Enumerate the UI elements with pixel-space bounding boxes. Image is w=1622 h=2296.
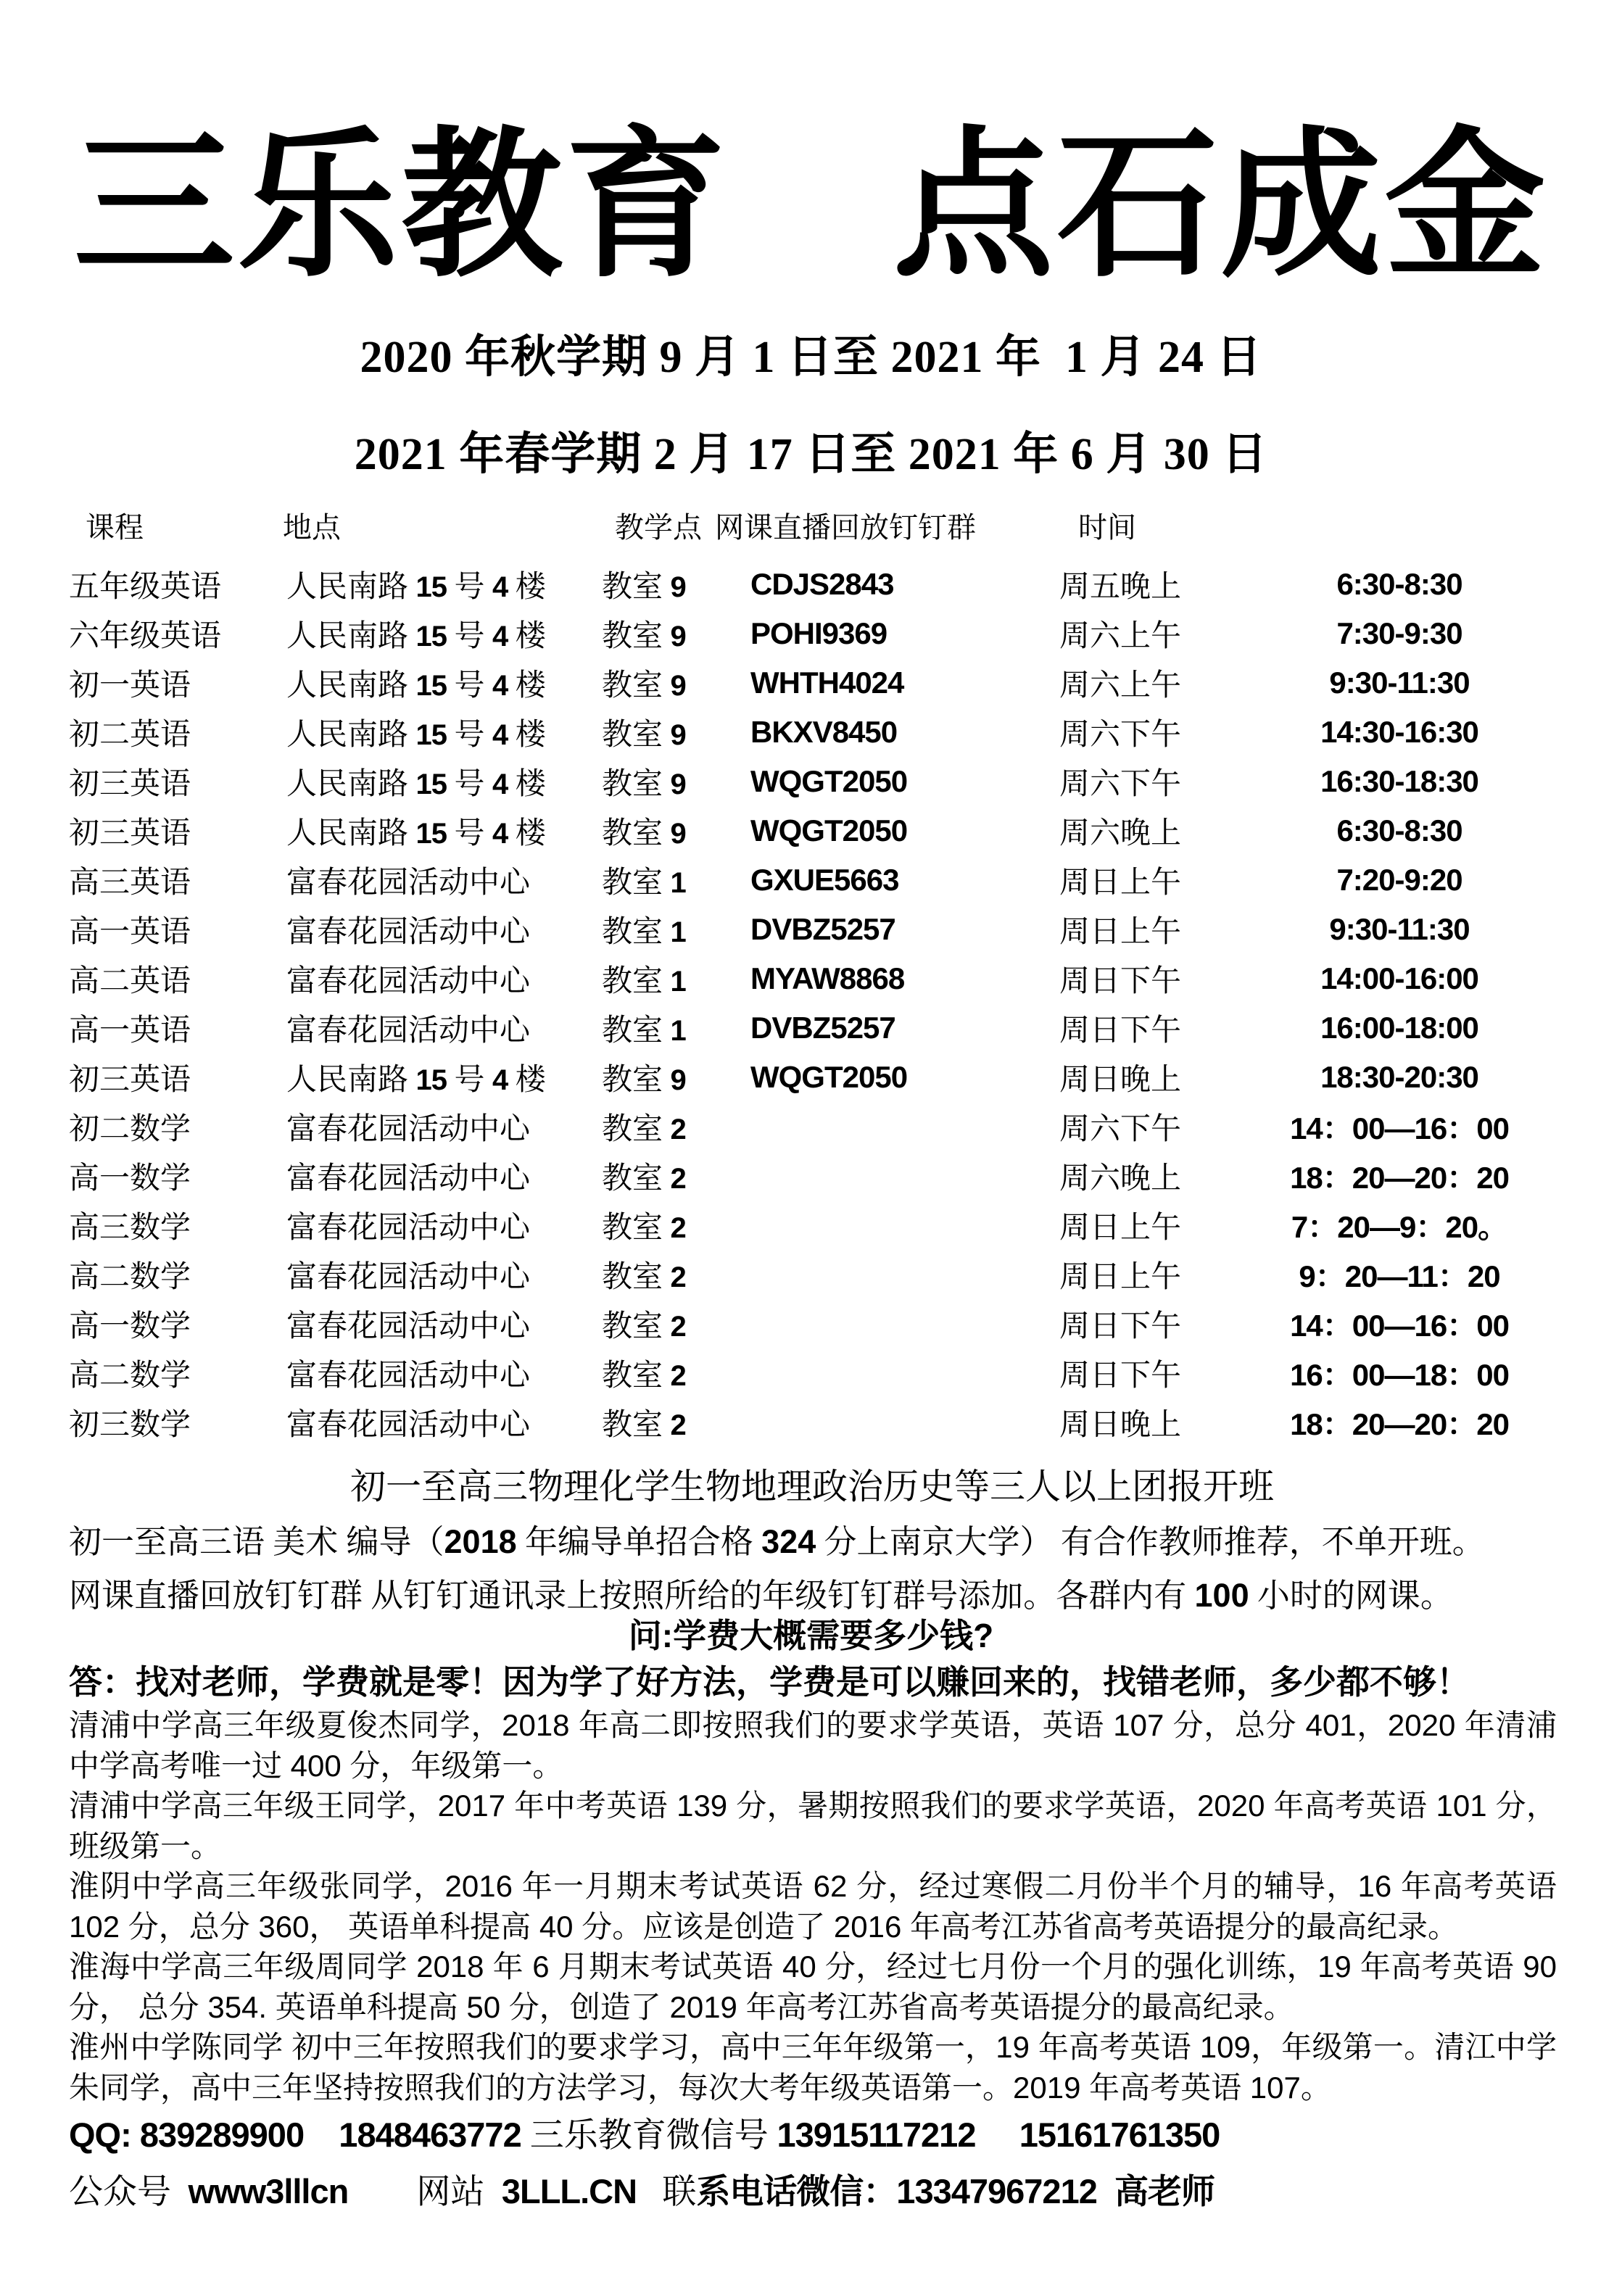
text-segment: 2 xyxy=(670,1261,686,1293)
text-segment: 2 xyxy=(670,1114,686,1145)
text-segment: 9 xyxy=(670,719,686,751)
text-segment: 9 xyxy=(670,818,686,850)
text-segment: 教室 xyxy=(602,1310,671,1343)
classroom-cell xyxy=(602,1154,750,1198)
course-cell: 五年级英语 xyxy=(69,571,222,604)
text-segment: 网站 xyxy=(348,2173,502,2211)
table-row xyxy=(69,1102,1553,1151)
text-segment: 联 xyxy=(637,2173,697,2211)
day-cell: 周五晚上 xyxy=(1059,571,1182,604)
text-segment: 富春花园活动中心 xyxy=(286,916,531,949)
text-segment: 2 xyxy=(670,1212,686,1244)
tuition-question: 问:学费大概需要多少钱? xyxy=(628,1617,994,1654)
classroom-cell xyxy=(602,661,750,705)
table-row xyxy=(69,1299,1553,1348)
text-segment: 楼 xyxy=(508,718,546,752)
time-cell: 18:30-20:30 xyxy=(1320,1060,1478,1094)
text-segment: 15 xyxy=(415,1064,447,1096)
course-cell: 高二数学 xyxy=(69,1261,191,1294)
classroom-cell xyxy=(602,858,750,902)
testimonial-paragraph: 清浦中学高三年级夏俊杰同学，2018 年高二即按照我们的要求学英语，英语 107 分，总分 401，2020 年清浦中学高考唯一过 400 分，年级第一。 xyxy=(69,1708,1557,1783)
time-cell: 14：00—16：00 xyxy=(1290,1111,1509,1145)
course-cell: 高一数学 xyxy=(69,1310,191,1343)
col-header-classroom: 教学点 xyxy=(615,511,702,544)
day-cell: 周六下午 xyxy=(1059,768,1182,801)
course-cell: 初三英语 xyxy=(69,1064,191,1097)
text-segment: 2 xyxy=(670,1311,686,1343)
text-segment: 9 xyxy=(670,768,686,800)
time-cell: 18：20—20：20 xyxy=(1290,1161,1509,1195)
text-segment: 2 xyxy=(670,1360,686,1392)
text-segment: 富春花园活动中心 xyxy=(286,1310,531,1343)
contact-footer-line xyxy=(69,2165,1215,2213)
group-code-cell: WHTH4024 xyxy=(750,666,904,700)
classroom-cell xyxy=(602,1302,750,1346)
text-segment: 9 xyxy=(670,1064,686,1096)
day-cell: 周六上午 xyxy=(1059,620,1182,653)
text-segment: 系电话微信：13347967212 高老师 xyxy=(696,2172,1215,2210)
text-segment: 富春花园活动中心 xyxy=(286,1162,531,1195)
day-cell: 周日上午 xyxy=(1059,916,1182,949)
location-cell xyxy=(286,710,602,754)
text-segment: 4 xyxy=(492,818,508,850)
text-segment: 教室 xyxy=(602,620,671,653)
text-segment: 100 xyxy=(1194,1577,1249,1614)
testimonial-paragraph: 淮州中学陈同学 初中三年按照我们的要求学习，高中三年年级第一，19 年高考英语 109，年级第一。清江中学朱同学，高中三年坚持按照我们的方法学习，每次大考年级英语第一。2019 年高考英语 107。 xyxy=(69,2030,1557,2105)
text-segment: 号 xyxy=(447,669,493,703)
location-cell xyxy=(286,1154,602,1198)
table-row xyxy=(69,560,1553,609)
text-segment: 网课直播回放钉钉群 从钉钉通讯录上按照所给的年级钉钉群号添加。各群内有 xyxy=(69,1578,1195,1614)
time-cell: 16：00—18：00 xyxy=(1290,1358,1509,1392)
text-segment: 楼 xyxy=(508,768,546,801)
course-cell: 初三英语 xyxy=(69,768,191,801)
text-segment: 2018 xyxy=(444,1523,517,1560)
location-cell xyxy=(286,612,602,655)
course-cell: 高一英语 xyxy=(69,916,191,949)
classroom-cell xyxy=(602,563,750,606)
text-segment: 教室 xyxy=(602,916,671,949)
classroom-cell xyxy=(602,612,750,655)
course-cell: 高一英语 xyxy=(69,1014,191,1048)
group-code-cell: POHI9369 xyxy=(750,616,887,650)
location-cell xyxy=(286,1056,602,1099)
day-cell: 周六晚上 xyxy=(1059,817,1182,850)
location-cell xyxy=(286,1351,602,1395)
text-segment: 楼 xyxy=(508,669,546,703)
table-row xyxy=(69,855,1553,905)
text-segment: 人民南路 xyxy=(286,768,416,801)
text-segment: 教室 xyxy=(602,1162,671,1195)
text-segment: 富春花园活动中心 xyxy=(286,866,531,900)
location-cell xyxy=(286,957,602,1000)
text-segment: 2 xyxy=(670,1409,686,1441)
course-cell: 初三英语 xyxy=(69,817,191,850)
text-segment: 教室 xyxy=(602,1211,671,1245)
text-segment: 教室 xyxy=(602,1014,671,1048)
course-cell: 高三英语 xyxy=(69,866,191,900)
text-segment: www3lllcn xyxy=(188,2172,349,2210)
group-code-cell: BKXV8450 xyxy=(750,715,898,749)
classroom-cell xyxy=(602,1203,750,1247)
location-cell xyxy=(286,858,602,902)
location-cell xyxy=(286,760,602,803)
testimonial-paragraph: 清浦中学高三年级王同学，2017 年中考英语 139 分，暑期按照我们的要求学英语，2020 年高考英语 101 分，班级第一。 xyxy=(69,1789,1557,1863)
text-segment: 3LLL.CN xyxy=(501,2172,637,2210)
classroom-cell xyxy=(602,760,750,803)
text-segment: 教室 xyxy=(602,669,671,703)
location-cell xyxy=(286,1006,602,1050)
text-segment: 教室 xyxy=(602,817,671,850)
classroom-cell xyxy=(602,1056,750,1099)
text-segment: 分上南京大学） 有合作教师推荐，不单开班。 xyxy=(816,1524,1485,1560)
table-row xyxy=(69,1201,1553,1250)
classroom-cell xyxy=(602,1253,750,1296)
text-segment: 15 xyxy=(415,571,447,603)
table-row xyxy=(69,1053,1553,1102)
table-row xyxy=(69,905,1553,954)
time-cell: 9：20—11：20 xyxy=(1299,1259,1500,1293)
day-cell: 周六下午 xyxy=(1059,1113,1182,1146)
text-segment: 4 xyxy=(492,670,508,702)
time-cell: 14:00-16:00 xyxy=(1320,961,1478,995)
table-row xyxy=(69,609,1553,658)
time-cell: 6:30-8:30 xyxy=(1336,567,1462,601)
col-header-time: 时间 xyxy=(1078,511,1136,544)
tuition-answer: 答：找对老师，学费就是零！因为学了好方法，学费是可以赚回来的，找错老师，多少都不够！ xyxy=(69,1663,1470,1701)
table-row xyxy=(69,1250,1553,1299)
text-segment: 9 xyxy=(670,571,686,603)
col-header-location: 地点 xyxy=(283,511,341,544)
schedule-table xyxy=(69,560,1553,1447)
time-cell: 7:20-9:20 xyxy=(1336,863,1462,897)
text-segment: 富春花园活动中心 xyxy=(286,1211,531,1245)
text-segment: 人民南路 xyxy=(286,620,416,653)
text-segment: 教室 xyxy=(602,718,671,752)
text-segment: 1 xyxy=(670,867,686,899)
table-row xyxy=(69,708,1553,757)
text-segment: 15 xyxy=(415,818,447,850)
course-cell: 初二数学 xyxy=(69,1113,191,1146)
text-segment: 公众号 xyxy=(69,2173,189,2211)
text-segment: 三乐教育微信号 xyxy=(529,2117,777,2155)
day-cell: 周日上午 xyxy=(1059,1261,1182,1294)
location-cell xyxy=(286,1203,602,1247)
classroom-cell xyxy=(602,908,750,951)
text-segment: 人民南路 xyxy=(286,817,416,850)
text-segment: 号 xyxy=(447,1064,493,1097)
col-header-course: 课程 xyxy=(86,511,144,544)
day-cell: 周日下午 xyxy=(1059,1310,1182,1343)
text-segment: 324 xyxy=(761,1523,816,1560)
text-segment: 富春花园活动中心 xyxy=(286,1261,531,1294)
classroom-cell xyxy=(602,710,750,754)
day-cell: 周日上午 xyxy=(1059,1211,1182,1245)
time-cell: 7:30-9:30 xyxy=(1336,616,1462,650)
text-segment: 小时的网课。 xyxy=(1249,1578,1453,1614)
text-segment: 富春花园活动中心 xyxy=(286,1409,531,1442)
location-cell xyxy=(286,1105,602,1148)
text-segment: 教室 xyxy=(602,965,671,998)
course-cell: 高一数学 xyxy=(69,1162,191,1195)
location-cell xyxy=(286,1302,602,1346)
table-row xyxy=(69,1151,1553,1201)
text-segment: 富春花园活动中心 xyxy=(286,1113,531,1146)
course-cell: 初三数学 xyxy=(69,1409,191,1442)
group-enrollment-note: 初一至高三物理化学生物地理政治历史等三人以上团报开班 xyxy=(349,1467,1274,1507)
testimonial-paragraph: 淮海中学高三年级周同学 2018 年 6 月期末考试英语 40 分，经过七月份一个月的强化训练，19 年高考英语 90 分， 总分 354. 英语单科提高 50 分，创造了 2019 年高考江苏省高考英语提分的最高纪录。 xyxy=(69,1949,1557,2024)
text-segment: 4 xyxy=(492,768,508,800)
text-segment: QQ: 839289900 1848463772 xyxy=(69,2115,530,2154)
day-cell: 周日晚上 xyxy=(1059,1064,1182,1097)
group-code-cell: WQGT2050 xyxy=(750,764,908,798)
text-segment: 教室 xyxy=(602,768,671,801)
time-cell: 14:30-16:30 xyxy=(1320,715,1478,749)
time-cell: 7：20—9：20。 xyxy=(1291,1210,1508,1244)
text-segment: 2 xyxy=(670,1163,686,1195)
text-segment: 4 xyxy=(492,1064,508,1096)
location-cell xyxy=(286,1401,602,1444)
group-code-cell: WQGT2050 xyxy=(750,1060,908,1094)
text-segment: 15 xyxy=(415,670,447,702)
col-header-group: 网课直播回放钉钉群 xyxy=(715,511,976,544)
classroom-cell xyxy=(602,1351,750,1395)
text-segment: 富春花园活动中心 xyxy=(286,965,531,998)
text-segment: 1 xyxy=(670,966,686,998)
page-title: 三乐教育 点石成金 xyxy=(73,111,1549,299)
table-row xyxy=(69,757,1553,806)
text-segment: 1 xyxy=(670,1015,686,1047)
course-cell: 高二数学 xyxy=(69,1359,191,1393)
text-segment: 教室 xyxy=(602,1064,671,1097)
text-segment: 富春花园活动中心 xyxy=(286,1014,531,1048)
classroom-cell xyxy=(602,957,750,1000)
testimonials-section xyxy=(69,1705,1557,2108)
fall-semester-dates: 2020 年秋学期 9 月 1 日至 2021 年 1 月 24 日 xyxy=(360,333,1262,382)
text-segment: 楼 xyxy=(508,620,546,653)
text-segment: 教室 xyxy=(602,1261,671,1294)
day-cell: 周日下午 xyxy=(1059,1014,1182,1048)
time-cell: 14：00—16：00 xyxy=(1290,1309,1509,1343)
table-row xyxy=(69,1348,1553,1398)
text-segment: 楼 xyxy=(508,571,546,604)
day-cell: 周六晚上 xyxy=(1059,1162,1182,1195)
table-row xyxy=(69,954,1553,1003)
text-segment: 4 xyxy=(492,571,508,603)
text-segment: 15 xyxy=(415,719,447,751)
day-cell: 周日下午 xyxy=(1059,1359,1182,1393)
text-segment: 教室 xyxy=(602,1359,671,1393)
table-row xyxy=(69,806,1553,855)
text-segment: 初一至高三语 美术 编导（ xyxy=(69,1524,444,1560)
course-cell: 初二英语 xyxy=(69,718,191,752)
group-code-cell: MYAW8868 xyxy=(750,961,905,995)
spring-semester-dates: 2021 年春学期 2 月 17 日至 2021 年 6 月 30 日 xyxy=(354,430,1268,479)
classroom-cell xyxy=(602,1006,750,1050)
art-course-note xyxy=(69,1515,1555,1562)
text-segment: 富春花园活动中心 xyxy=(286,1359,531,1393)
classroom-cell xyxy=(602,1105,750,1148)
time-cell: 9:30-11:30 xyxy=(1329,912,1470,946)
day-cell: 周六上午 xyxy=(1059,669,1182,703)
location-cell xyxy=(286,1253,602,1296)
day-cell: 周日晚上 xyxy=(1059,1409,1182,1442)
course-cell: 初一英语 xyxy=(69,669,191,703)
location-cell xyxy=(286,809,602,853)
text-segment: 教室 xyxy=(602,1409,671,1442)
day-cell: 周日上午 xyxy=(1059,866,1182,900)
text-segment: 1 xyxy=(670,916,686,948)
text-segment: 4 xyxy=(492,719,508,751)
text-segment: 人民南路 xyxy=(286,669,416,703)
group-code-cell: WQGT2050 xyxy=(750,813,908,847)
time-cell: 6:30-8:30 xyxy=(1336,813,1462,847)
text-segment: 号 xyxy=(447,768,493,801)
table-row xyxy=(69,1398,1553,1447)
course-cell: 高二英语 xyxy=(69,965,191,998)
text-segment: 号 xyxy=(447,817,493,850)
text-segment: 楼 xyxy=(508,817,546,850)
classroom-cell xyxy=(602,809,750,853)
group-code-cell: DVBZ5257 xyxy=(750,1011,895,1045)
text-segment: 13915117212 15161761350 xyxy=(777,2115,1220,2154)
text-segment: 9 xyxy=(670,670,686,702)
text-segment: 号 xyxy=(447,620,493,653)
location-cell xyxy=(286,563,602,606)
group-code-cell: GXUE5663 xyxy=(750,863,899,897)
text-segment: 教室 xyxy=(602,1113,671,1146)
text-segment: 楼 xyxy=(508,1064,546,1097)
text-segment: 人民南路 xyxy=(286,718,416,752)
text-segment: 教室 xyxy=(602,866,671,900)
classroom-cell xyxy=(602,1401,750,1444)
group-code-cell: DVBZ5257 xyxy=(750,912,895,946)
time-cell: 16:00-18:00 xyxy=(1320,1011,1478,1045)
contact-qq-line xyxy=(69,2108,1220,2157)
dingtalk-note xyxy=(69,1569,1555,1616)
table-header-row xyxy=(0,509,1622,547)
text-segment: 教室 xyxy=(602,571,671,604)
text-segment: 年编导单招合格 xyxy=(516,1524,762,1560)
text-segment: 15 xyxy=(415,621,447,652)
group-code-cell: CDJS2843 xyxy=(750,567,894,601)
table-row xyxy=(69,1003,1553,1053)
testimonial-paragraph: 淮阴中学高三年级张同学，2016 年一月期末考试英语 62 分，经过寒假二月份半个月的辅导，16 年高考英语 102 分，总分 360， 英语单科提高 40 分。应该是创造了 2016 年高考江苏省高考英语提分的最高纪录。 xyxy=(69,1869,1557,1944)
time-cell: 16:30-18:30 xyxy=(1320,764,1478,798)
text-segment: 号 xyxy=(447,571,493,604)
text-segment: 15 xyxy=(415,768,447,800)
location-cell xyxy=(286,661,602,705)
day-cell: 周六下午 xyxy=(1059,718,1182,752)
text-segment: 人民南路 xyxy=(286,571,416,604)
course-cell: 高三数学 xyxy=(69,1211,191,1245)
table-row xyxy=(69,658,1553,708)
course-cell: 六年级英语 xyxy=(69,620,222,653)
time-cell: 9:30-11:30 xyxy=(1329,666,1470,700)
text-segment: 号 xyxy=(447,718,493,752)
text-segment: 9 xyxy=(670,621,686,652)
text-segment: 人民南路 xyxy=(286,1064,416,1097)
time-cell: 18：20—20：20 xyxy=(1290,1407,1509,1441)
location-cell xyxy=(286,908,602,951)
day-cell: 周日下午 xyxy=(1059,965,1182,998)
text-segment: 4 xyxy=(492,621,508,652)
